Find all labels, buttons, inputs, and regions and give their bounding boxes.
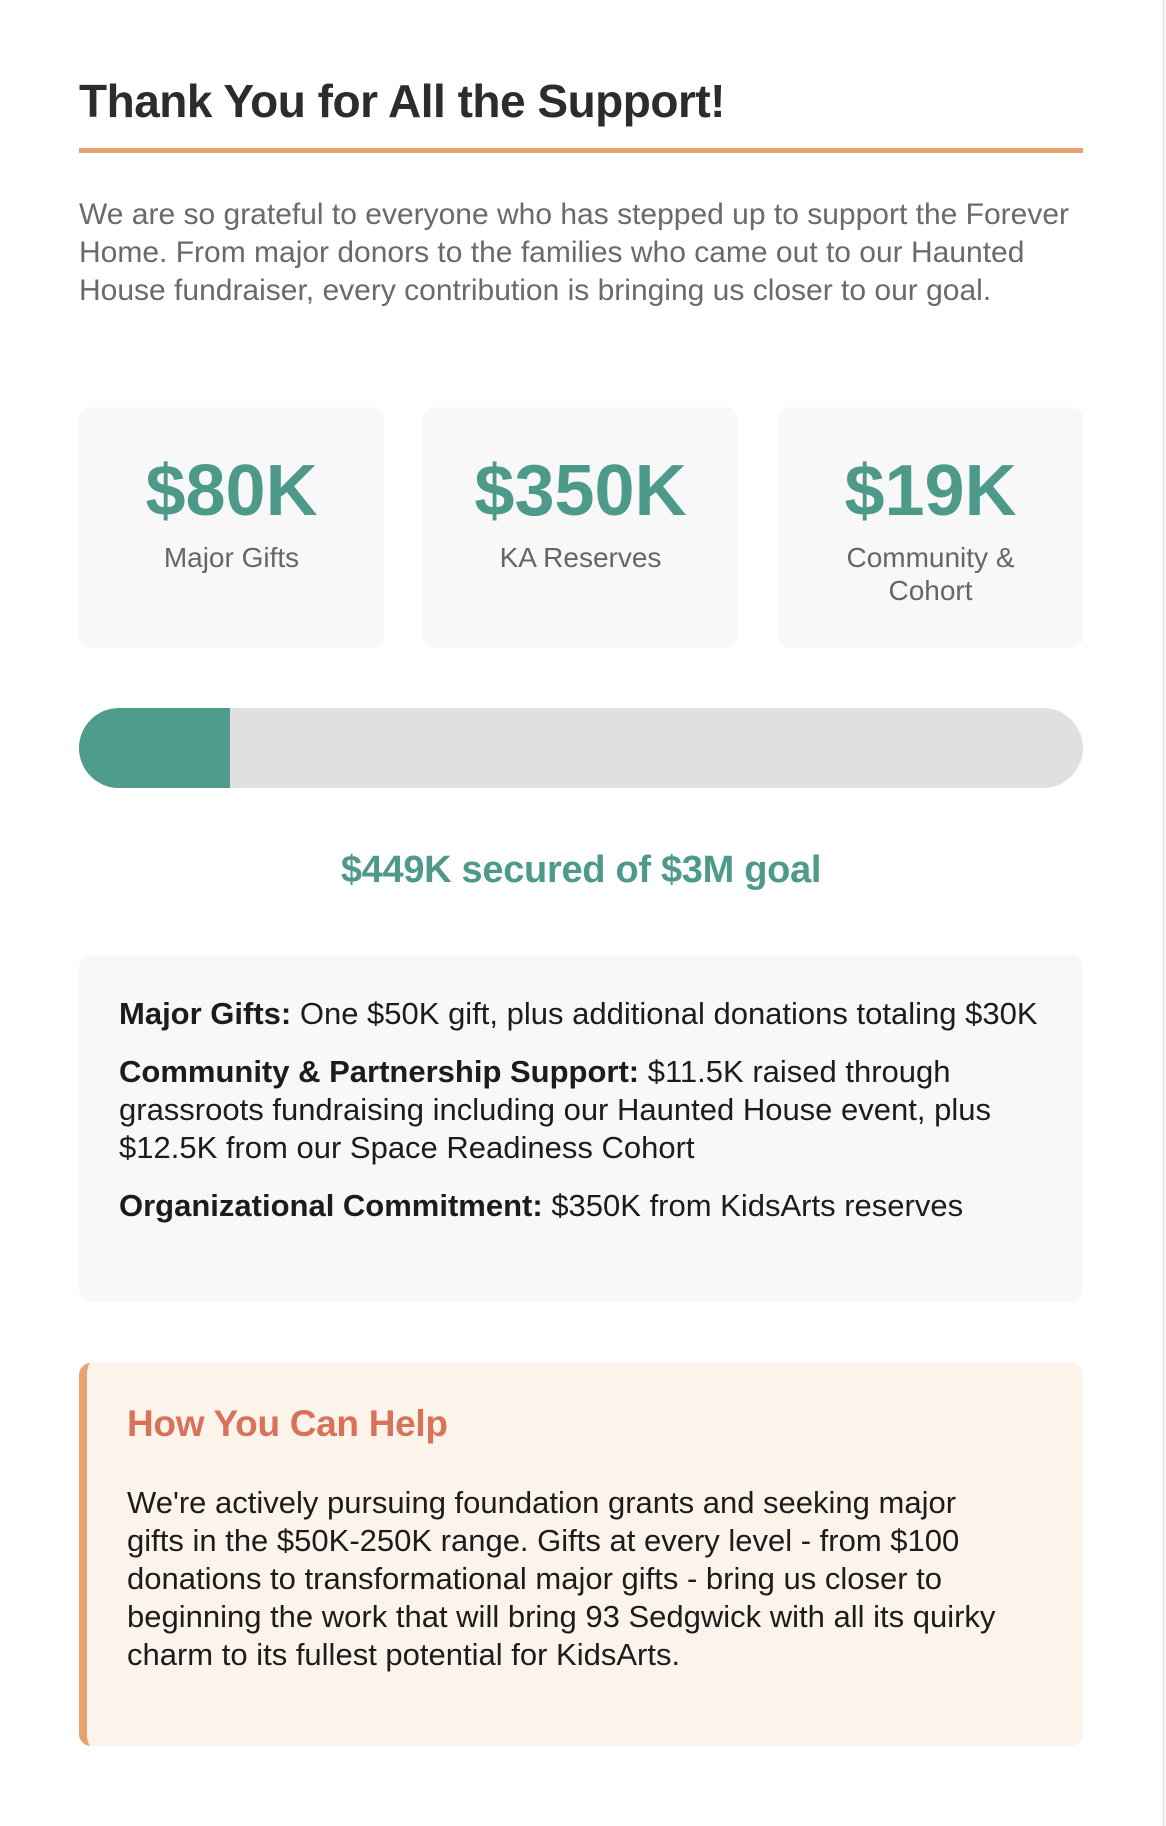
help-text: We're actively pursuing foundation grants and seeking major gifts in the $50K-250K range. Gifts at every level - from $100 donations to transformational major gifts - bring us closer to beginning the work that will bring 93 Sedgwick with all its quirky charm to its fullest potential for KidsArts. [127,1485,996,1672]
goal-progress-fill [79,708,230,788]
stat-value: $19K [844,451,1017,531]
stat-label: Community & Cohort [846,542,1015,606]
goal-progress-bar [79,708,1083,788]
stats-row [79,407,1083,648]
breakdown-item-organizational [119,1187,1043,1225]
stat-label: KA Reserves [499,542,662,573]
breakdown-text: $350K from KidsArts reserves [542,1188,964,1223]
page-title: Thank You for All the Support! [79,75,726,127]
stat-value: $350K [474,451,687,531]
stat-value: $80K [145,451,318,531]
breakdown-label: Organizational Commitment: [119,1188,543,1223]
stat-label: Major Gifts [163,542,300,573]
stat-card-community-cohort [778,407,1083,648]
breakdown-label: Community & Partnership Support: [119,1054,640,1089]
stat-card-major-gifts [79,407,384,648]
goal-progress-text: $449K secured of $3M goal [340,849,822,891]
breakdown-text: $11.5K raised through grassroots fundraising including our Haunted House event, plus $12.5K from our Space Readiness Cohort [119,1054,991,1165]
breakdown-text: One $50K gift, plus additional donations totaling $30K [291,996,1038,1031]
intro-paragraph: We are so grateful to everyone who has stepped up to support the Forever Home. From major donors to the families who came out to our Haunted House fundraiser, every contribution is bringing us closer to our goal. [79,198,1070,307]
breakdown-label: Major Gifts: [119,996,292,1031]
title-divider [79,148,1083,153]
breakdown-item-major-gifts [119,995,1043,1033]
stat-card-ka-reserves [423,407,738,648]
how-you-can-help-callout [79,1363,1083,1746]
breakdown-item-community [119,1053,1043,1167]
help-title: How You Can Help [127,1403,448,1444]
funding-breakdown [79,955,1083,1302]
